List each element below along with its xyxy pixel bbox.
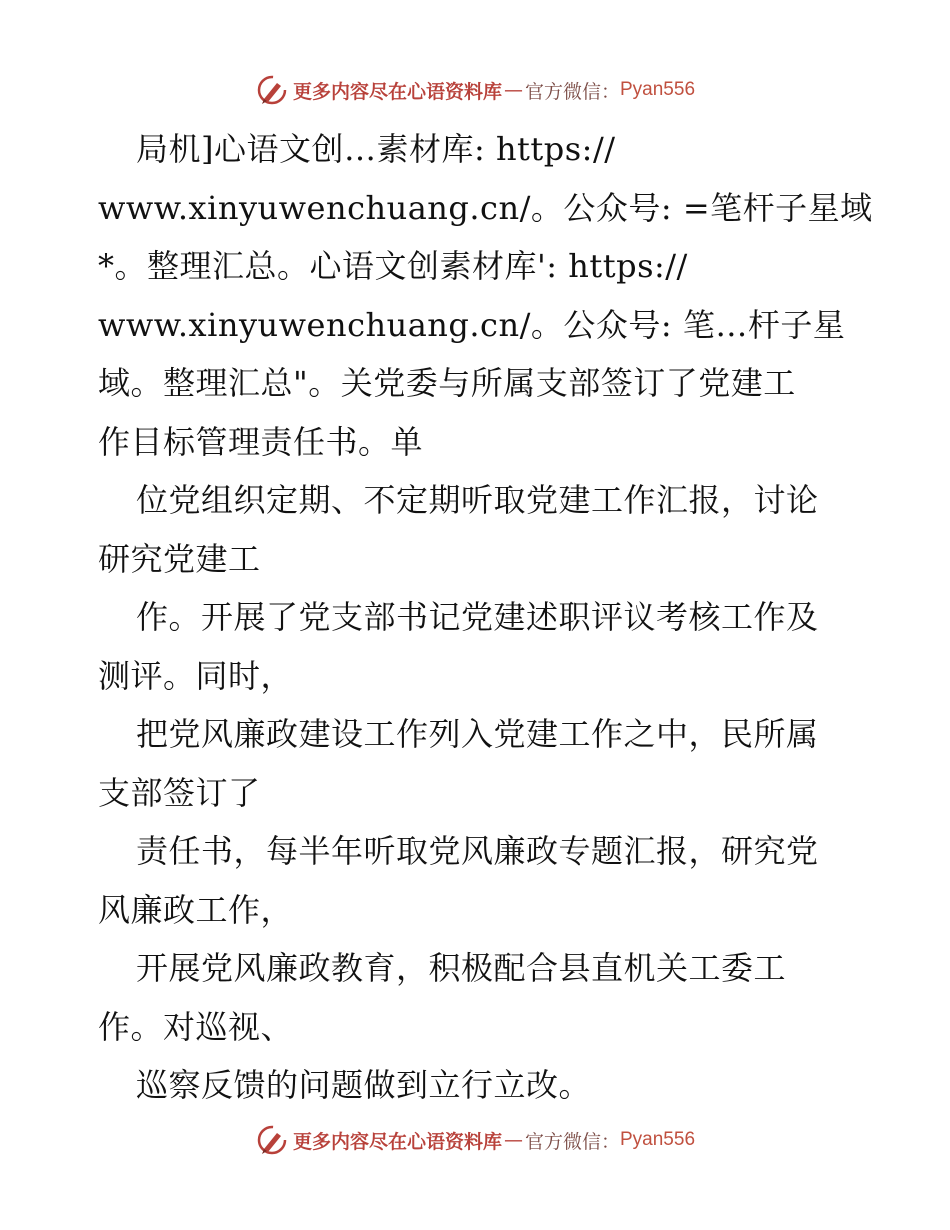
- pen-logo-icon: [255, 73, 289, 107]
- banner-dash: —: [503, 79, 523, 101]
- banner-dash: —: [503, 1129, 523, 1151]
- pen-logo-icon: [255, 1123, 289, 1157]
- text-line: 作目标管理责任书。单: [98, 422, 424, 461]
- text-line: 支部签订了: [98, 773, 261, 812]
- text-line: www.xinyuwenchuang.cn/。公众号: 笔…杆子星: [98, 305, 846, 344]
- footer-watermark-banner: [0, 1120, 950, 1160]
- banner-wechat-id: Pyan556: [620, 79, 696, 100]
- text-line: *。整理汇总。心语文创素材库': https://: [98, 247, 688, 285]
- text-line: 责任书，每半年听取党风廉政专题汇报，研究党: [136, 832, 819, 870]
- text-line: 开展党风廉政教育，积极配合县直机关工委工: [136, 949, 787, 987]
- text-line: www.xinyuwenchuang.cn/。公众号: =笔杆子星域: [98, 188, 873, 227]
- text-line: 作。对巡视、: [98, 1007, 294, 1046]
- text-line: 把党风廉政建设工作列入党建工作之中，民所属: [136, 715, 819, 753]
- banner-wechat-label: 官方微信：: [524, 80, 620, 103]
- text-line: 位党组织定期、不定期听取党建工作汇报，讨论: [136, 481, 819, 519]
- text-line: 作。开展了党支部书记党建述职评议考核工作及: [136, 598, 819, 636]
- banner-wechat-label: 官方微信：: [524, 1130, 620, 1153]
- text-line: 巡察反馈的问题做到立行立改。: [136, 1066, 592, 1104]
- header-watermark-banner: [0, 70, 950, 110]
- text-line: 研究党建工: [98, 539, 261, 578]
- banner-main-text: 更多内容尽在心语资料库: [292, 80, 502, 103]
- text-line: 域。整理汇总"。关党委与所属支部签订了党建工: [98, 364, 796, 402]
- banner-wechat-id: Pyan556: [620, 1129, 696, 1150]
- banner-main-text: 更多内容尽在心语资料库: [292, 1130, 502, 1153]
- document-body: [98, 120, 873, 1115]
- text-line: 测评。同时，: [98, 656, 294, 695]
- text-line: 风廉政工作，: [98, 890, 294, 929]
- text-line: 局机]心语文创…素材库: https://: [136, 130, 616, 168]
